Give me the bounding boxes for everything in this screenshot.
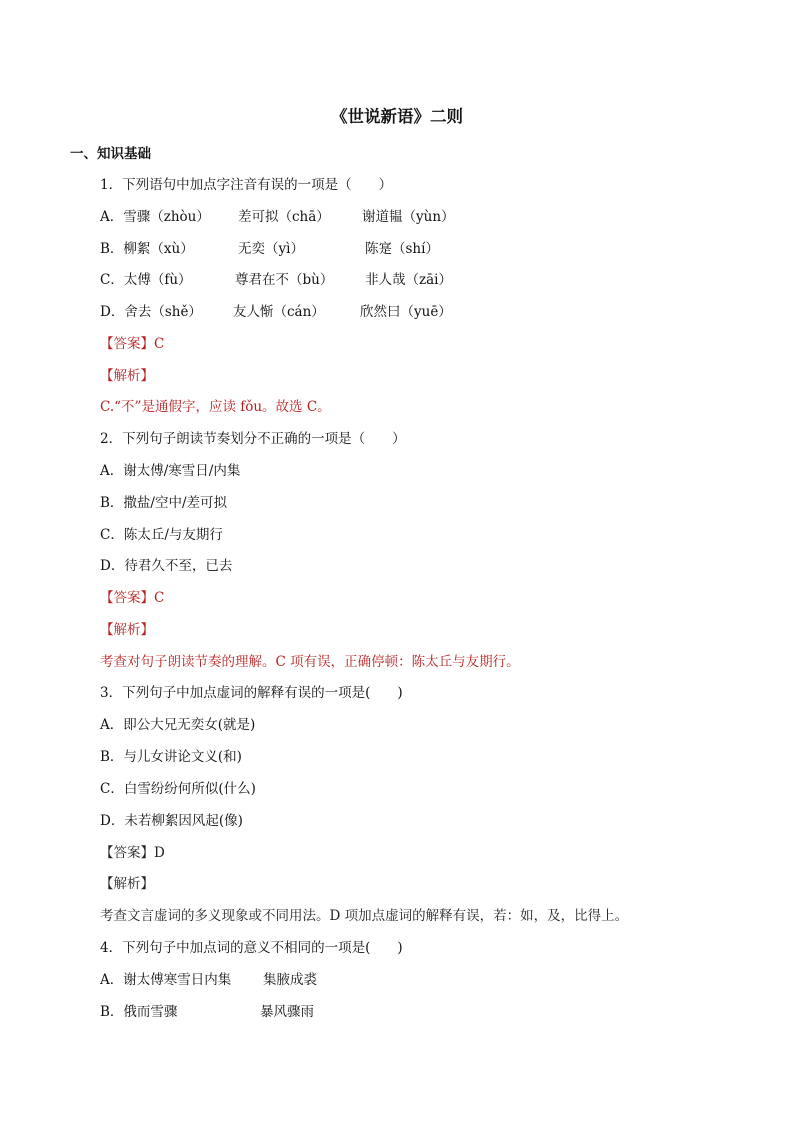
question-2-option-c: C．陈太丘/与友期行	[100, 527, 223, 543]
option-part: A．谢太傅寒雪日内集	[100, 972, 232, 988]
option-part: 暴风骤雨	[260, 1004, 314, 1020]
question-2-option-a: A．谢太傅/寒雪日/内集	[100, 463, 241, 479]
question-1-analysis: C.“不”是通假字，应读 fǒu。故选 C。	[100, 399, 331, 415]
option-part: 友人惭（cán）	[233, 304, 325, 320]
option-part: 谢道韫（yùn）	[362, 209, 455, 225]
question-2-answer: 【答案】C	[100, 590, 165, 606]
question-3-option-a: A．即公大兄无奕女(就是)	[100, 717, 256, 733]
question-1-stem: 1．下列语句中加点字注音有误的一项是（ ）	[100, 177, 393, 193]
question-3-option-d: D．未若柳絮因风起(像)	[100, 813, 243, 829]
question-3-analysis: 考查文言虚词的多义现象或不同用法。D 项加点虚词的解释有误，若：如，及，比得上。	[100, 908, 629, 924]
option-part: A．雪骤（zhòu）	[100, 209, 210, 225]
option-part: B．柳絮（xù）	[100, 241, 194, 257]
document-title: 《世说新语》二则	[331, 107, 463, 126]
option-part: B．俄而雪骤	[100, 1004, 178, 1020]
section-heading: 一、知识基础	[70, 146, 151, 162]
question-2-option-b: B．撒盐/空中/差可拟	[100, 495, 228, 511]
question-1-option-d	[100, 303, 700, 375]
option-part: C．太傅（fù）	[100, 272, 192, 288]
question-3-answer: 【答案】D	[100, 845, 165, 861]
option-part: 欣然曰（yuē）	[360, 304, 452, 320]
question-3-option-b: B．与儿女讲论文义(和)	[100, 749, 242, 765]
question-3-option-c: C．白雪纷纷何所似(什么)	[100, 781, 256, 797]
option-part: 尊君在不（bù）	[235, 272, 334, 288]
question-2-option-d: D．待君久不至，已去	[100, 558, 233, 574]
question-2-stem: 2．下列句子朗读节奏划分不正确的一项是（ ）	[100, 431, 406, 447]
question-3-analysis-label: 【解析】	[100, 876, 154, 892]
question-4-option-b	[100, 1003, 700, 1057]
question-3-stem: 3．下列句子中加点虚词的解释有误的一项是( )	[100, 685, 403, 701]
option-part: 陈寔（shí）	[365, 241, 439, 257]
option-part: 集腋成裘	[263, 972, 317, 988]
option-part: 非人哉（zāi）	[365, 272, 452, 288]
question-2-analysis-label: 【解析】	[100, 622, 154, 638]
question-2-analysis: 考查对句子朗读节奏的理解。C 项有误，正确停顿：陈太丘与友期行。	[100, 654, 520, 670]
question-4-stem: 4．下列句子中加点词的意义不相同的一项是( )	[100, 940, 403, 956]
question-1-answer: 【答案】C	[100, 336, 165, 352]
question-1-analysis-label: 【解析】	[100, 368, 154, 384]
option-part: 差可拟（chā）	[238, 209, 330, 225]
option-part: D．舍去（shě）	[100, 304, 202, 320]
option-part: 无奕（yì）	[238, 241, 304, 257]
